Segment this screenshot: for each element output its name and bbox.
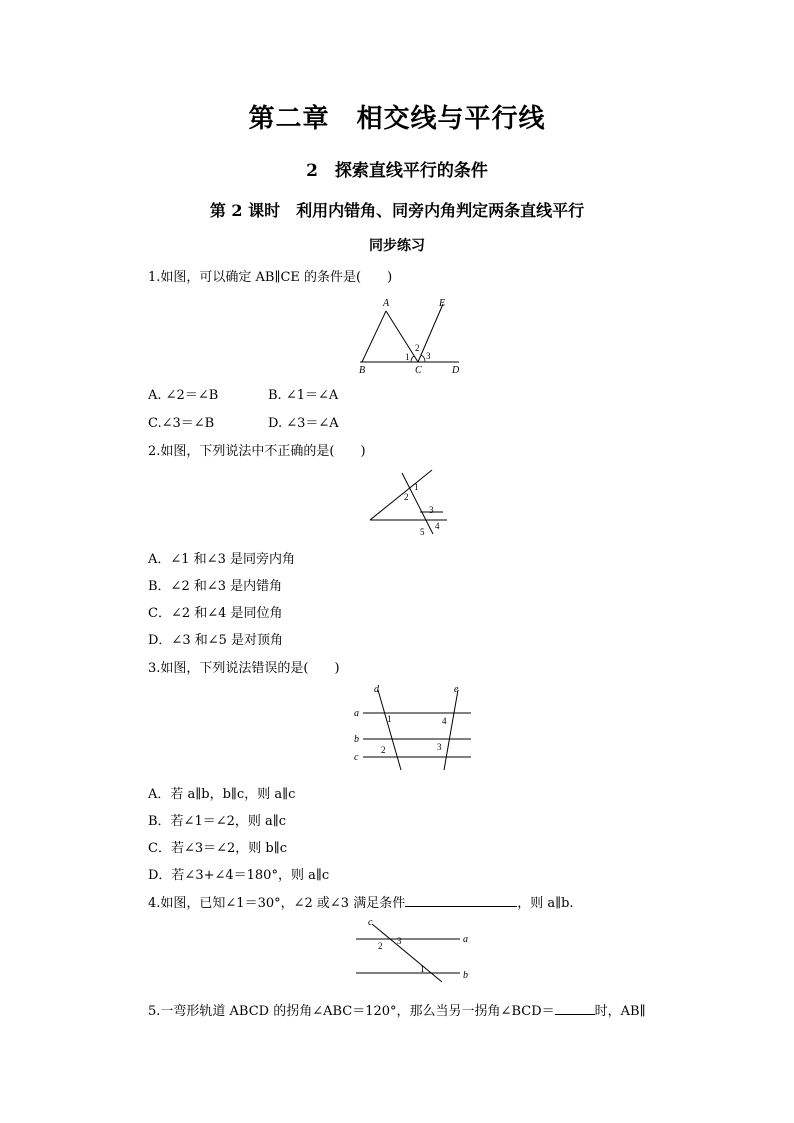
q3-angle-2: 2 [381,745,386,755]
q2-option-d: D．∠3 和∠5 是对顶角 [148,633,284,648]
question-1-figure [355,296,465,376]
question-1-stem: 1.如图，可以确定 AB∥CE 的条件是( ) [148,270,393,285]
question-2-figure [365,468,455,540]
q1-option-c: C.∠3＝∠B [148,416,215,431]
q1-angle-1: 1 [405,352,410,362]
q3-label-e: e [454,684,459,695]
question-2-stem: 2.如图，下列说法中不正确的是( ) [148,444,366,459]
q4-label-a: a [463,934,468,945]
q1-angle-2: 2 [415,343,420,353]
section-title: 2 探索直线平行的条件 [306,161,488,181]
q1-label-C: C [415,365,422,376]
q2-angle-3: 3 [429,505,434,515]
q1-label-A: A [383,298,390,309]
exercise-subtitle: 同步练习 [369,238,425,254]
q5-stem-before: 5.一弯形轨道 ABCD 的拐角∠ABC＝120°，那么当另一拐角∠BCD＝ [148,1004,555,1019]
q5-answer-blank[interactable] [555,1002,595,1015]
q3-label-d: d [374,684,379,695]
q2-angle-4: 4 [435,521,440,531]
q1-label-D: D [452,365,460,376]
q1-option-b: B. ∠1＝∠A [268,388,339,403]
q1-angle-3: 3 [426,351,431,361]
q3-angle-4: 4 [442,716,447,726]
q3-label-c: c [354,752,359,763]
q3-option-b: B．若∠1＝∠2，则 a∥c [148,814,287,829]
q2-option-c: C．∠2 和∠4 是同位角 [148,606,283,621]
q4-stem-after: ，则 a∥b. [517,896,574,911]
q3-label-b: b [354,734,359,745]
question-4-stem [148,892,574,911]
q4-angle-3: 3 [397,936,402,946]
q3-option-c: C．若∠3＝∠2，则 b∥c [148,841,288,856]
q4-label-c: c [368,918,373,928]
q4-answer-blank[interactable] [405,894,517,907]
q4-label-b: b [463,970,468,981]
q2-angle-5: 5 [420,527,425,537]
q2-option-a: A．∠1 和∠3 是同旁内角 [148,552,295,567]
question-3-figure [350,684,480,772]
question-5-stem [148,1000,646,1019]
q3-option-a: A．若 a∥b，b∥c，则 a∥c [148,787,296,802]
q2-angle-2: 2 [404,492,409,502]
q3-option-d: D．若∠3+∠4＝180°，则 a∥c [148,868,330,883]
q5-stem-after: 时，AB∥ [594,1004,646,1019]
q3-label-a: a [354,708,359,719]
question-4-figure [350,918,480,984]
q2-option-b: B．∠2 和∠3 是内错角 [148,579,283,594]
q3-angle-1: 1 [387,714,392,724]
question-3-stem: 3.如图，下列说法错误的是( ) [148,661,340,676]
q1-label-B: B [359,365,366,376]
q2-angle-1: 1 [414,482,419,492]
q1-label-E: E [439,298,446,309]
q4-angle-1: 1 [420,964,425,974]
q3-angle-3: 3 [437,742,442,752]
q4-angle-2: 2 [378,941,383,951]
q1-option-a: A. ∠2＝∠B [148,388,219,403]
q1-option-d: D. ∠3＝∠A [268,416,339,431]
chapter-title: 第二章 相交线与平行线 [248,104,546,134]
lesson-title: 第 2 课时 利用内错角、同旁内角判定两条直线平行 [209,201,585,220]
q4-stem-before: 4.如图，已知∠1＝30°，∠2 或∠3 满足条件 [148,896,406,911]
